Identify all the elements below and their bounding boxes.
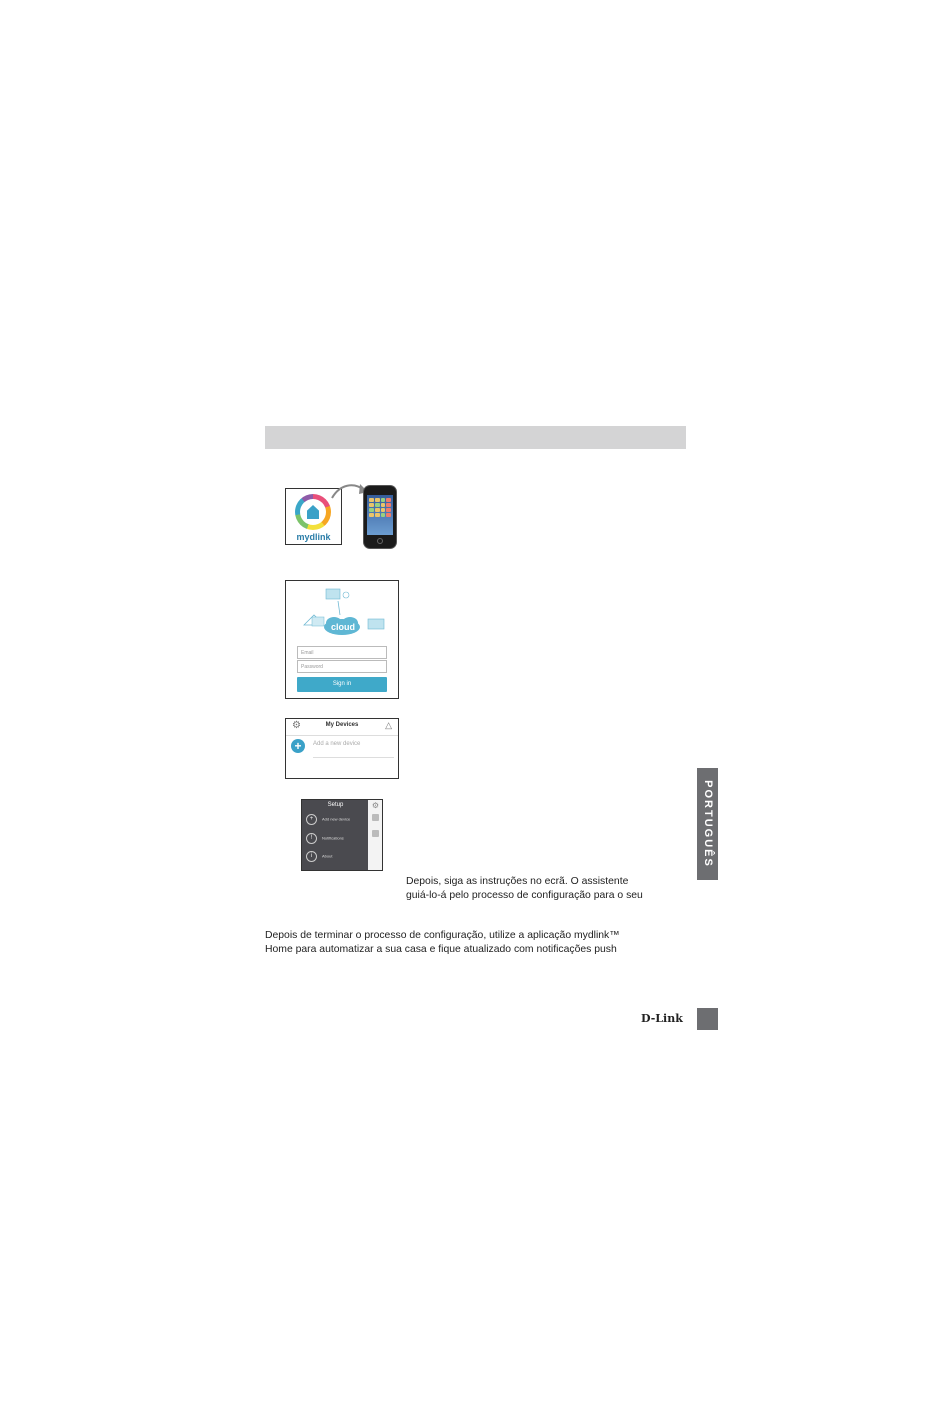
dlink-logo: D-Link [641,1012,683,1025]
my-devices-title: My Devices [325,722,359,728]
setup-menu-screenshot [301,799,383,871]
setup-item-add-device[interactable]: + Add new device [306,814,350,825]
setup-title: Setup [327,802,344,808]
add-device-label[interactable]: Add a new device [313,741,361,747]
section-header-bar [265,426,686,449]
house-icon [307,505,319,519]
step4-text-line2: guiá-lo-á pelo processo de configuração para o seu [406,890,643,901]
cloud-illustration [294,585,392,641]
final-text-line1: Depois de terminar o processo de configuração, utilize a aplicação mydlink™ [265,930,620,941]
signin-screenshot [285,580,399,699]
my-devices-screenshot [285,718,399,779]
language-tab [697,768,718,880]
app-ring-icon [295,494,331,530]
add-device-icon[interactable]: + [291,739,305,753]
divider [313,757,394,758]
smartphone-icon [364,486,396,548]
final-text-line2: Home para automatizar a sua casa e fique atualizado com notificações push [265,944,617,955]
gear-icon[interactable]: ⚙ [292,720,301,731]
language-tab-label: PORTUGUÊS [701,780,714,868]
signin-button[interactable]: Sign in [297,677,387,692]
email-field[interactable]: Email [297,646,387,659]
info-icon: i [306,851,317,862]
gear-icon[interactable]: ⚙ [371,801,379,810]
page-marker [697,1008,718,1030]
setup-item-notifications[interactable]: ! Notifications [306,833,344,844]
plus-icon: + [306,814,317,825]
app-icon-label: mydlink [296,532,331,542]
exclamation-icon: ! [306,833,317,844]
share-icon[interactable]: △ [385,720,392,730]
setup-item-about[interactable]: i About [306,851,332,862]
password-field[interactable]: Password [297,660,387,673]
cloud-text: cloud [331,622,355,632]
step4-text-line1: Depois, siga as instruções no ecrã. O assistente [406,876,629,887]
